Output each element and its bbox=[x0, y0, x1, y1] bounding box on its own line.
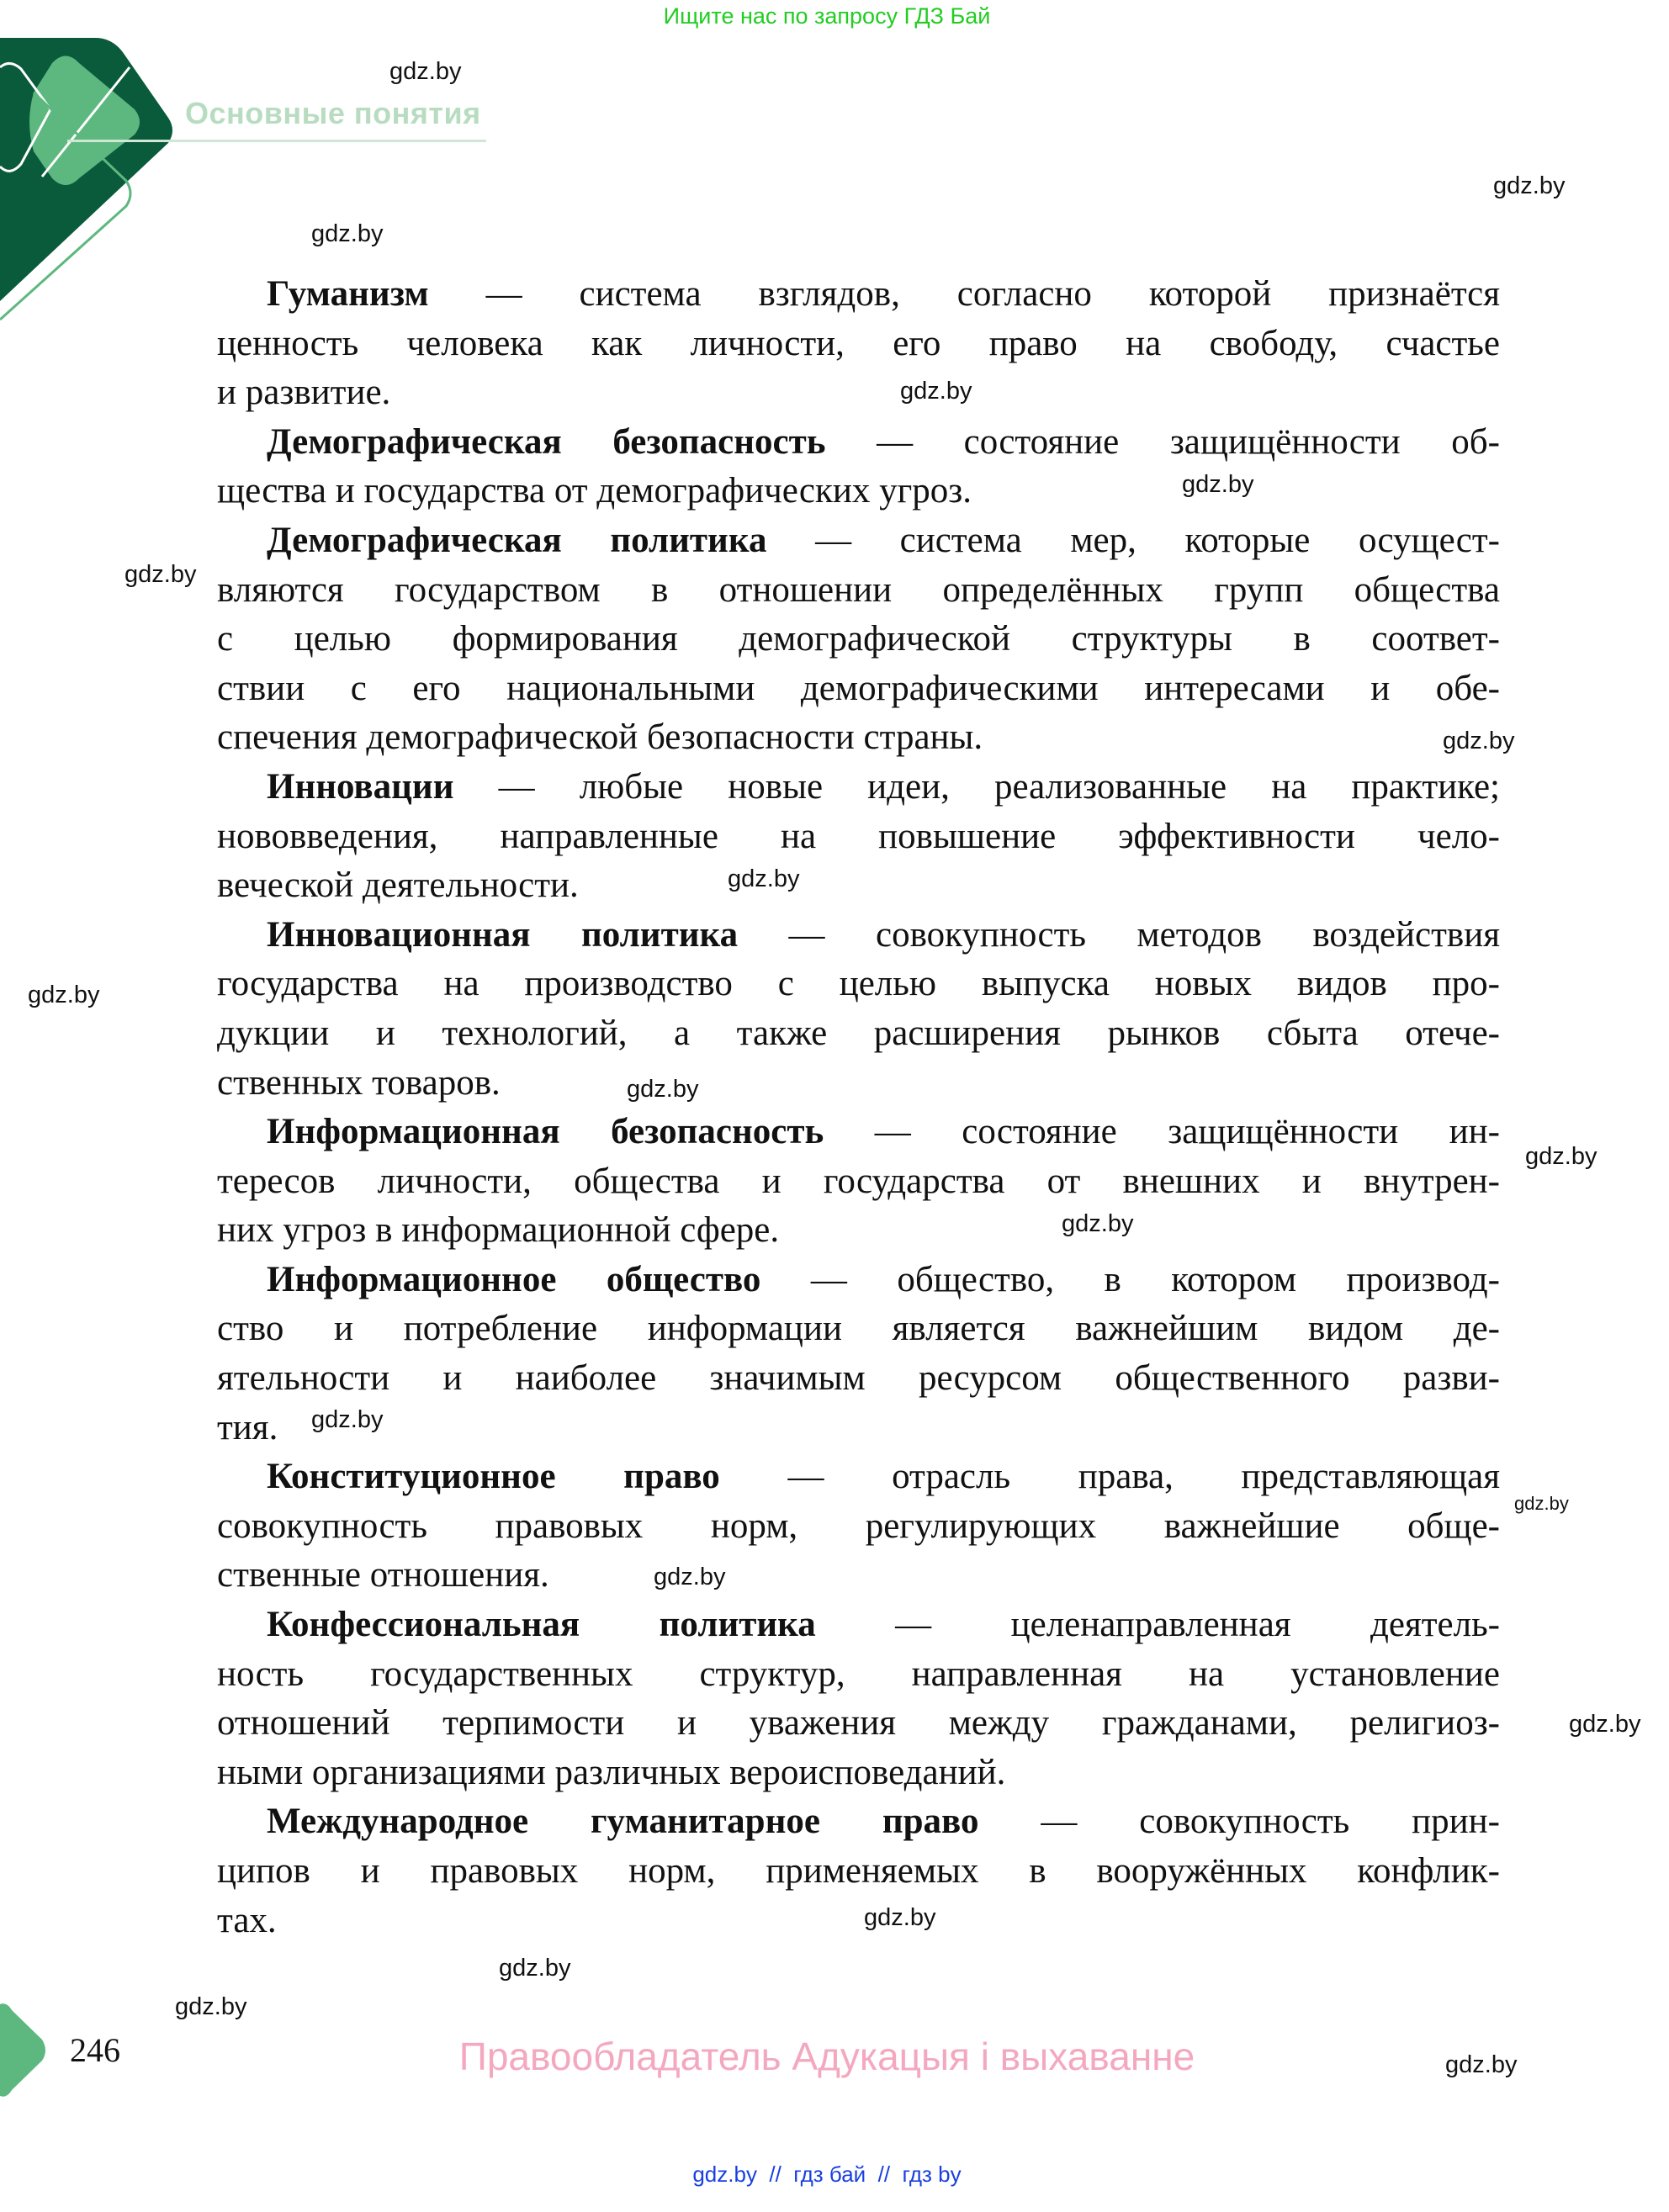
title-underline bbox=[67, 140, 486, 142]
glossary-line bbox=[217, 1354, 1500, 1404]
watermark: gdz.by bbox=[389, 58, 462, 85]
glossary-definition-text: ственные отношения. bbox=[217, 1555, 549, 1595]
glossary-definition-text: ными организациями различных вероисповеданий. bbox=[217, 1752, 1006, 1792]
glossary-entry bbox=[217, 1797, 1500, 1847]
watermark: gdz.by bbox=[1493, 172, 1566, 199]
glossary-line bbox=[217, 566, 1500, 616]
glossary-definition-text: спечения демографической безопасности страны. bbox=[217, 717, 983, 758]
watermark: gdz.by bbox=[864, 1904, 936, 1931]
watermark: gdz.by bbox=[900, 378, 972, 405]
watermark: gdz.by bbox=[499, 1955, 571, 1982]
glossary-definition-text: тия. bbox=[217, 1407, 278, 1447]
glossary-definition-text: — любые новые идеи, реализованные на практике; bbox=[453, 766, 1500, 807]
glossary-entry bbox=[217, 516, 1500, 566]
glossary-definition-text: ценность человека как личности, его право на свободу, счастье bbox=[217, 323, 1500, 363]
glossary-line bbox=[217, 664, 1500, 714]
glossary-definition-text: щества и государства от демографических угроз. bbox=[217, 471, 972, 511]
search-banner[interactable]: Ищите нас по запросу ГДЗ Бай bbox=[663, 3, 991, 29]
glossary-term: Гуманизм bbox=[267, 274, 429, 314]
glossary-definition-text: них угроз в информационной сфере. bbox=[217, 1210, 780, 1251]
glossary-line bbox=[217, 1059, 1500, 1109]
glossary-line bbox=[217, 467, 1500, 516]
section-title: Основные понятия bbox=[185, 96, 481, 130]
glossary-entry bbox=[217, 418, 1500, 468]
watermark: gdz.by bbox=[654, 1564, 726, 1590]
glossary-term: Международное гуманитарное право bbox=[267, 1802, 979, 1842]
glossary-line bbox=[217, 1551, 1500, 1601]
glossary-definition-text: ство и потребление информации является важнейшим видом де- bbox=[217, 1309, 1500, 1349]
copyright-notice: Правообладатель Адукацыя і выхаванне bbox=[458, 2035, 1195, 2078]
glossary-definition-text: — целенаправленная деятель- bbox=[815, 1605, 1500, 1645]
glossary-term: Информационное общество bbox=[267, 1259, 761, 1299]
glossary-line bbox=[217, 1897, 1500, 1946]
watermark: gdz.by bbox=[1062, 1210, 1134, 1237]
glossary-term: Инновационная политика bbox=[267, 914, 739, 955]
glossary-entry bbox=[217, 1601, 1500, 1650]
glossary-definition-text: государства на производство с целью выпуска новых видов про- bbox=[217, 964, 1500, 1004]
watermark: gdz.by bbox=[1525, 1143, 1597, 1170]
glossary-entry bbox=[217, 1256, 1500, 1305]
glossary bbox=[217, 270, 1500, 1945]
glossary-entry bbox=[217, 270, 1500, 320]
glossary-entry bbox=[217, 763, 1500, 812]
glossary-definition-text: отношений терпимости и уважения между гражданами, религиоз- bbox=[217, 1703, 1500, 1744]
watermark: gdz.by bbox=[627, 1076, 699, 1103]
page-number: 246 bbox=[70, 2031, 120, 2069]
glossary-term: Инновации bbox=[267, 766, 454, 807]
glossary-line bbox=[217, 1304, 1500, 1354]
glossary-definition-text: тах. bbox=[217, 1900, 277, 1940]
glossary-line bbox=[217, 615, 1500, 664]
watermark: gdz.by bbox=[1514, 1493, 1569, 1514]
watermark: gdz.by bbox=[728, 865, 800, 892]
watermark: gdz.by bbox=[311, 1406, 384, 1433]
glossary-line bbox=[217, 960, 1500, 1009]
glossary-line bbox=[217, 812, 1500, 862]
glossary-definition-text: ствии с его национальными демографическими интересами и обе- bbox=[217, 668, 1500, 708]
glossary-definition-text: — отрасль права, представляющая bbox=[719, 1457, 1500, 1497]
watermark: gdz.by bbox=[1182, 471, 1254, 498]
glossary-definition-text: — совокупность прин- bbox=[978, 1802, 1500, 1842]
watermark: gdz.by bbox=[125, 561, 197, 588]
glossary-definition-text: — состояние защищённости об- bbox=[825, 421, 1500, 462]
glossary-definition-text: — совокупность методов воздействия bbox=[738, 914, 1500, 955]
glossary-definition-text: — система взглядов, согласно которой признаётся bbox=[428, 274, 1500, 314]
glossary-line bbox=[217, 1009, 1500, 1059]
glossary-line bbox=[217, 1206, 1500, 1256]
glossary-term: Демографическая политика bbox=[267, 520, 767, 560]
glossary-definition-text: вляются государством в отношении определённых групп общества bbox=[217, 569, 1500, 610]
watermark: gdz.by bbox=[1569, 1711, 1641, 1738]
watermark: gdz.by bbox=[1445, 2051, 1518, 2078]
watermark: gdz.by bbox=[311, 220, 384, 247]
glossary-definition-text: ципов и правовых норм, применяемых в вооружённых конфлик- bbox=[217, 1851, 1500, 1891]
glossary-line bbox=[217, 1847, 1500, 1897]
glossary-line bbox=[217, 1749, 1500, 1798]
glossary-entry bbox=[217, 911, 1500, 960]
glossary-term: Конституционное право bbox=[267, 1457, 720, 1497]
glossary-term: Информационная безопасность bbox=[267, 1112, 824, 1152]
glossary-definition-text: — состояние защищённости ин- bbox=[824, 1112, 1500, 1152]
glossary-definition-text: веческой деятельности. bbox=[217, 865, 579, 906]
glossary-line bbox=[217, 713, 1500, 763]
glossary-definition-text: совокупность правовых норм, регулирующих важнейшие обще- bbox=[217, 1506, 1500, 1546]
glossary-term: Демографическая безопасность bbox=[267, 421, 826, 462]
glossary-line bbox=[217, 320, 1500, 369]
glossary-line bbox=[217, 1699, 1500, 1749]
glossary-line bbox=[217, 1502, 1500, 1552]
glossary-definition-text: тересов личности, общества и государства от внешних и внутрен- bbox=[217, 1161, 1500, 1201]
glossary-definition-text: — общество, в котором производ- bbox=[760, 1259, 1500, 1299]
glossary-line bbox=[217, 368, 1500, 418]
glossary-entry bbox=[217, 1453, 1500, 1502]
glossary-definition-text: дукции и технологий, а также расширения рынков сбыта отече- bbox=[217, 1013, 1500, 1053]
watermark: gdz.by bbox=[1443, 728, 1515, 754]
glossary-definition-text: нововведения, направленные на повышение эффективности чело- bbox=[217, 816, 1500, 856]
footer-links[interactable]: gdz.by // гдз бай // гдз by bbox=[692, 2162, 962, 2187]
glossary-entry bbox=[217, 1108, 1500, 1157]
glossary-definition-text: — система мер, которые осущест- bbox=[766, 520, 1500, 560]
watermark: gdz.by bbox=[28, 982, 100, 1008]
glossary-line bbox=[217, 1157, 1500, 1207]
glossary-line bbox=[217, 1650, 1500, 1700]
watermark: gdz.by bbox=[175, 1993, 247, 2020]
glossary-definition-text: и развитие. bbox=[217, 373, 391, 413]
glossary-line bbox=[217, 861, 1500, 911]
glossary-definition-text: ятельности и наиболее значимым ресурсом общественного разви- bbox=[217, 1358, 1500, 1399]
glossary-definition-text: с целью формирования демографической структуры в соответ- bbox=[217, 619, 1500, 659]
glossary-definition-text: ность государственных структур, направленная на установление bbox=[217, 1654, 1500, 1694]
glossary-line bbox=[217, 1404, 1500, 1453]
glossary-term: Конфессиональная политика bbox=[267, 1605, 816, 1645]
glossary-definition-text: ственных товаров. bbox=[217, 1062, 501, 1103]
